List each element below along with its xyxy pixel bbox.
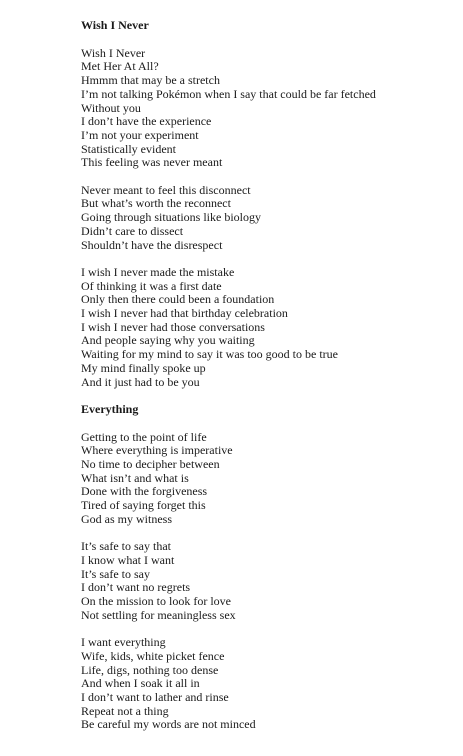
- poem-line: And people saying why you waiting: [81, 333, 255, 348]
- poem-line: I don’t have the experience: [81, 114, 212, 129]
- poem-line: I wish I never had those conversations: [81, 319, 265, 334]
- poem-line: Waiting for my mind to say it was too good to be true: [81, 347, 338, 362]
- poem-line: I want everything: [81, 635, 166, 650]
- poem-line: I wish I never made the mistake: [81, 264, 235, 279]
- poem-line: Tired of saying forget this: [81, 498, 206, 513]
- poem-line: Didn’t care to dissect: [81, 223, 184, 238]
- poem-line: God as my witness: [81, 511, 172, 526]
- poem-line: And it just had to be you: [81, 374, 200, 389]
- poem-line: Never meant to feel this disconnect: [81, 182, 251, 197]
- poem-line: Without you: [81, 100, 141, 115]
- poem-section: [81, 403, 461, 732]
- poem-line: But what’s worth the reconnect: [81, 196, 231, 211]
- poem-line: I don’t want to lather and rinse: [81, 689, 229, 704]
- poem-line: Only then there could been a foundation: [81, 292, 275, 307]
- poem-stanza: [81, 636, 461, 732]
- poem-line: It’s safe to say: [81, 566, 150, 581]
- poem-line: My mind finally spoke up: [81, 360, 206, 375]
- poem-line: Not settling for meaningless sex: [81, 607, 236, 622]
- poem-stanza: [81, 431, 461, 527]
- poem-collection: [81, 19, 461, 732]
- poem-line: Done with the forgiveness: [81, 484, 208, 499]
- poem-line: I’m not talking Pokémon when I say that could be far fetched: [81, 86, 376, 101]
- poem-line: Where everything is imperative: [81, 443, 233, 458]
- poem-line: It’s safe to say that: [81, 539, 171, 554]
- poem-line: Statistically evident: [81, 141, 176, 156]
- poem-line: Be careful my words are not minced: [81, 717, 256, 732]
- poem-line: And when I soak it all in: [81, 676, 200, 691]
- poem-title: Everything: [81, 401, 139, 416]
- poem-line: This feeling was never meant: [81, 155, 223, 170]
- poem-stanza: [81, 540, 461, 622]
- poem-line: Wife, kids, white picket fence: [81, 648, 225, 663]
- poem-line: No time to decipher between: [81, 457, 220, 472]
- poem-title: Wish I Never: [81, 18, 149, 32]
- poem-line: Going through situations like biology: [81, 210, 261, 225]
- poem-stanza: [81, 266, 461, 389]
- poem-line: Getting to the point of life: [81, 429, 207, 444]
- poem-stanza: [81, 184, 461, 253]
- poem-line: Hmmm that may be a stretch: [81, 73, 220, 88]
- poem-line: Of thinking it was a first date: [81, 278, 222, 293]
- poem-line: I don’t want no regrets: [81, 580, 191, 595]
- poem-line: I’m not your experiment: [81, 127, 199, 142]
- poem-line: Met Her At All?: [81, 59, 159, 74]
- poem-line: What isn’t and what is: [81, 470, 189, 485]
- poem-line: I know what I want: [81, 552, 175, 567]
- poem-line: Repeat not a thing: [81, 703, 169, 718]
- poem-stanza: [81, 47, 461, 170]
- poem-section: [81, 19, 461, 389]
- poem-line: On the mission to look for love: [81, 594, 231, 609]
- poem-line: Shouldn’t have the disrespect: [81, 237, 223, 252]
- document-page: [81, 19, 461, 746]
- poem-line: Wish I Never: [81, 45, 146, 60]
- poem-line: I wish I never had that birthday celebration: [81, 306, 288, 321]
- poem-line: Life, digs, nothing too dense: [81, 662, 219, 677]
